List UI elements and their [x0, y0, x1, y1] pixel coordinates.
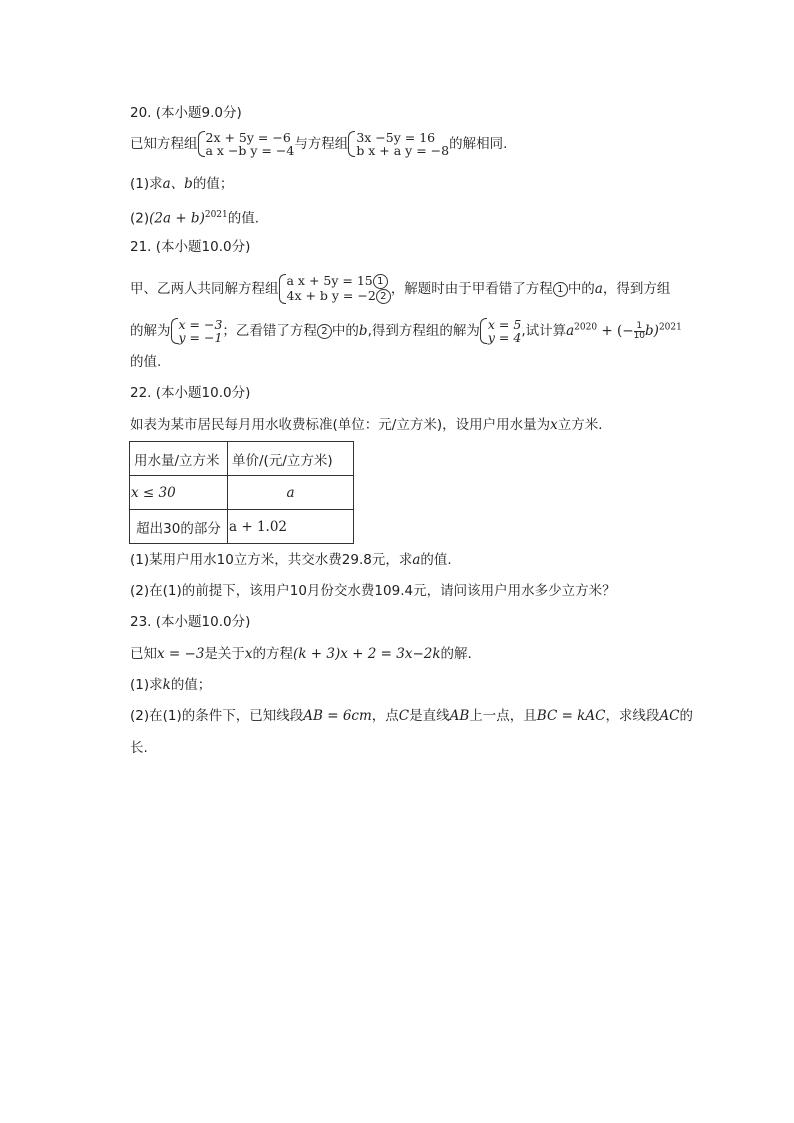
circled-1-icon: 1: [553, 282, 568, 297]
q23-l1-c: 是关于: [204, 646, 245, 662]
q20-part-1: [130, 175, 233, 193]
q21-l2-c: 中的: [331, 323, 359, 339]
q20-p1-vars: a、b: [162, 176, 193, 192]
q21-fraction: $\frac{1}{10}$: [633, 320, 646, 341]
q23-part-1: [130, 676, 211, 694]
q22-part-2: (2)在(1)的前提下，该用户10月份交水费109.4元，请问该用户用水多少立方米？: [130, 583, 616, 599]
q21-line-3: 的值.: [130, 354, 162, 370]
q21-b-close: b): [645, 323, 659, 339]
q21-solA-y: y = −1: [178, 330, 223, 345]
q23-p2-a: (2)在(1)的条件下，已知线段: [130, 708, 304, 724]
q21-solA-x: x = −3: [178, 317, 223, 332]
q23-l1-e: 的方程: [252, 646, 294, 662]
table-row: [130, 442, 354, 476]
q23-l1-a: 已知: [130, 646, 157, 662]
q21-sys-eq1: a x + 5y = 15 1: [287, 274, 391, 289]
q21-exp1: 2020: [574, 322, 598, 333]
table-header-cell: 用水量/立方米: [130, 442, 228, 476]
q20-p2-label: (2): [130, 210, 150, 227]
q21-var-b: b: [358, 323, 368, 339]
q22-part-1: [130, 551, 452, 569]
q23-p2-d: C: [398, 708, 410, 724]
q20-p1-text: (1)求: [130, 176, 163, 192]
q21-l2-b: ；乙看错了方程: [222, 323, 317, 339]
q22-intro-end: 立方米.: [557, 417, 603, 433]
q23-p2-c: ，点: [371, 708, 399, 724]
q20-p2-expr: (2a + b): [149, 210, 205, 227]
q21-header: 21. (本小题10.0分): [130, 239, 251, 255]
q22-p1-text: (1)某用户用水10立方米，共交水费29.8元，求: [130, 552, 413, 568]
q21-text2: 中的: [567, 281, 595, 297]
table-cell: 超出30的部分: [130, 510, 228, 544]
q21-text1: ，解题时由于甲看错了方程: [390, 281, 553, 297]
q21-solution-a: [171, 318, 223, 344]
q21-intro: 甲、乙两人共同解方程组: [130, 281, 279, 297]
q23-p2-f: AB: [449, 708, 470, 724]
table-row: [130, 510, 354, 544]
q23-p2-i: ，求线段: [605, 708, 660, 724]
q21-text3: ，得到方组: [602, 281, 671, 297]
table-header-cell: 单价/(元/立方米): [228, 442, 354, 476]
water-rate-table: [129, 441, 354, 544]
q21-system: [279, 274, 391, 304]
q21-l2-a: 的解为: [130, 323, 171, 339]
table-cell: a: [228, 476, 354, 510]
q23-p2-b: AB = 6cm: [303, 708, 372, 724]
q21-l2-e: ,试计算: [521, 323, 567, 339]
q23-p2-e: 是直线: [409, 708, 450, 724]
q23-l1-f: (k + 3)x + 2 = 3x−2k: [293, 646, 441, 662]
q23-header: 23. (本小题10.0分): [130, 614, 251, 630]
q23-p1-a: (1)求: [130, 677, 163, 693]
q23-l1-d: x: [244, 646, 253, 662]
q20-tail: 的解相同.: [449, 136, 508, 152]
q23-part-2: [130, 707, 693, 725]
q23-p1-c: 的值；: [170, 677, 212, 693]
circled-2-icon: 2: [317, 324, 332, 339]
q20-mid: 与方程组: [294, 136, 349, 152]
q21-var-a: a: [594, 281, 603, 297]
q20-sys1-eq1: 2x + 5y = −6: [205, 130, 291, 145]
q23-p2-j: AC: [659, 708, 680, 724]
table-cell: x ≤ 30: [130, 476, 228, 510]
q23-statement: [130, 645, 472, 663]
q23-p1-b: k: [162, 677, 171, 693]
q20-sys1-eq2: a x −b y = −4: [205, 143, 295, 158]
q20-intro: 已知方程组: [130, 136, 198, 152]
q22-p1-var: a: [412, 552, 421, 568]
q20-p2-end: 的值.: [227, 210, 260, 227]
q20-p1-end: 的值；: [192, 176, 234, 192]
q22-p1-end: 的值.: [420, 552, 452, 568]
table-row: [130, 476, 354, 510]
q23-p2-h: BC = kAC: [536, 708, 606, 724]
q20-system-1: [198, 131, 295, 157]
q21-line-1: [130, 274, 670, 304]
q22-intro: [130, 416, 603, 434]
q23-part-2-cont: 长.: [130, 740, 148, 756]
q21-exp2: 2021: [658, 322, 682, 333]
q22-header: 22. (本小题10.0分): [130, 385, 251, 401]
q20-part-2: [130, 206, 259, 228]
q20-p2-exponent: 2021: [204, 210, 228, 220]
q23-p2-g: 上一点，且: [469, 708, 537, 724]
q20-sys2-eq2: b x + a y = −8: [356, 143, 450, 158]
q21-solution-b: [480, 318, 521, 344]
q21-l2-d: ,得到方程组的解为: [367, 323, 480, 339]
q20-sys2-eq1: 3x −5y = 16: [356, 130, 436, 145]
circled-2-icon: 2: [376, 289, 391, 304]
q23-l1-b: x = −3: [157, 646, 205, 662]
q21-sys-eq2: 4x + b y = −2 2: [287, 289, 391, 304]
q22-intro-text: 如表为某市居民每月用水收费标准(单位：元/立方米)，设用户用水量为: [130, 417, 551, 433]
q20-system-2: [348, 131, 449, 157]
q22-var-x: x: [550, 417, 558, 433]
q20-header: 20. (本小题9.0分): [130, 105, 242, 121]
q20-statement: [130, 131, 507, 157]
table-cell: a + 1.02: [228, 510, 354, 544]
circled-1-icon: 1: [373, 274, 388, 289]
q23-p2-k: 的: [679, 708, 694, 724]
q21-pow-a: a: [566, 323, 575, 339]
q21-solB-x: x = 5: [487, 317, 522, 332]
q23-l1-g: 的解.: [440, 646, 472, 662]
q21-plus: + (−: [597, 323, 634, 339]
q21-solB-y: y = 4: [487, 330, 522, 345]
q21-line-2: [130, 318, 682, 344]
